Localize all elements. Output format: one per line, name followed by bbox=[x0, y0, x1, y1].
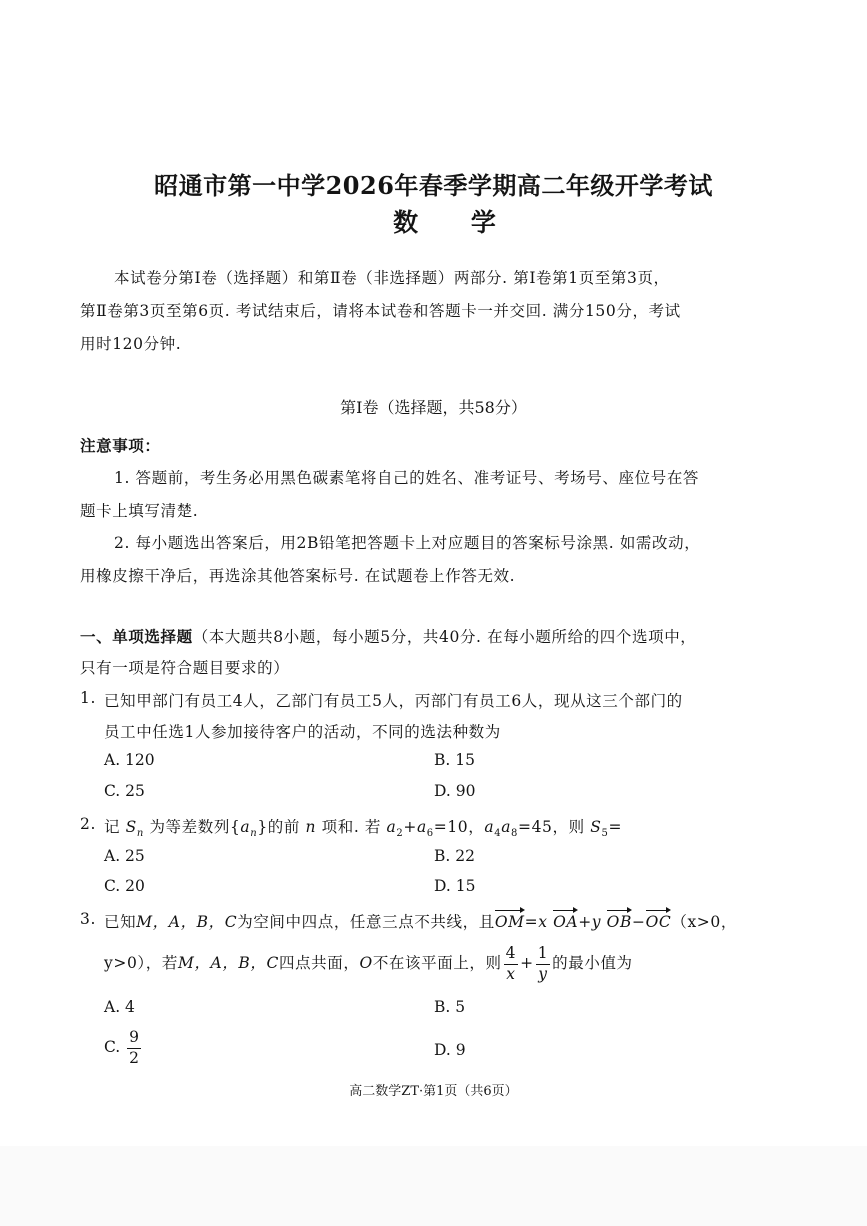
fraction-9-over-2: $\frac{9}{2}$ bbox=[129, 1028, 140, 1067]
fraction-1-over-y: $\frac{1}{y}$ bbox=[537, 944, 549, 983]
section1-desc: （本大题共8小题，每小题5分，共40分. 在每小题所给的四个选项中， bbox=[192, 628, 697, 646]
part1-heading: 第Ⅰ卷（选择题，共58分） bbox=[340, 398, 527, 417]
notice-heading: 注意事项： bbox=[80, 436, 161, 455]
intro-line-2: 第Ⅱ卷第3页至第6页. 考试结束后，请将本试卷和答题卡一并交回. 满分150分，考试 bbox=[80, 302, 681, 320]
vector-oa: OA bbox=[553, 913, 579, 931]
q3-stem-line-2: y>0），若M，A，B，C四点共面，O不在该平面上，则 $\frac{4}{x}$ + $\frac{1}{y}$ 的最小值为 bbox=[104, 944, 633, 983]
page-bottom-margin bbox=[0, 1146, 867, 1226]
notice-1-line-1: 1. 答题前，考生务必用黑色碳素笔将自己的姓名、准考证号、考场号、座位号在答 bbox=[114, 469, 700, 487]
q2-option-d: D. 15 bbox=[434, 877, 476, 895]
vector-om: OM bbox=[494, 913, 525, 931]
q1-number: 1. bbox=[80, 689, 96, 707]
section1-line-1 bbox=[80, 625, 696, 647]
q1-stem-line-2: 员工中任选1人参加接待客户的活动，不同的选法种数为 bbox=[104, 723, 501, 741]
intro-line-1: 本试卷分第Ⅰ卷（选择题）和第Ⅱ卷（非选择题）两部分. 第Ⅰ卷第1页至第3页， bbox=[114, 269, 670, 287]
vector-ob: OB bbox=[606, 913, 632, 931]
q3-stem-line-1: 已知M，A，B，C为空间中四点，任意三点不共线，且OM=x OA+y OB−OC（x>0， bbox=[104, 913, 737, 931]
intro-line-3: 用时120分钟. bbox=[80, 335, 182, 353]
q3-number: 3. bbox=[80, 910, 96, 928]
q2-option-a: A. 25 bbox=[104, 847, 145, 865]
q3-option-a: A. 4 bbox=[104, 998, 135, 1016]
exam-title: 昭通市第一中学2026年春季学期高二年级开学考试 bbox=[154, 171, 713, 200]
q1-stem-line-1: 已知甲部门有员工4人，乙部门有员工5人，丙部门有员工6人，现从这三个部门的 bbox=[104, 692, 683, 710]
q2-number: 2. bbox=[80, 815, 96, 833]
page-footer: 高二数学ZT·第1页（共6页） bbox=[349, 1084, 518, 1099]
q2-stem: 记 $S_n$ 为等差数列$\{a_n\}$的前 n 项和. 若 $a_2+a_6=10$，$a_4a_8=45$，则 $S_5=$ bbox=[104, 818, 623, 840]
notice-2-line-1: 2. 每小题选出答案后，用2B铅笔把答题卡上对应题目的答案标号涂黑. 如需改动， bbox=[114, 534, 701, 552]
q2-option-b: B. 22 bbox=[434, 847, 475, 865]
fraction-4-over-x: $\frac{4}{x}$ bbox=[505, 944, 517, 983]
notice-1-line-2: 题卡上填写清楚. bbox=[80, 502, 199, 520]
section1-label: 一、单项选择题 bbox=[80, 627, 193, 646]
q2-option-c: C. 20 bbox=[104, 877, 145, 895]
q3-option-d: D. 9 bbox=[434, 1041, 466, 1059]
exam-subject: 数 学 bbox=[393, 208, 518, 237]
q1-option-a: A. 120 bbox=[104, 751, 155, 769]
vector-oc: OC bbox=[645, 913, 672, 931]
section1-line-2: 只有一项是符合题目要求的） bbox=[80, 659, 290, 677]
q3-option-b: B. 5 bbox=[434, 998, 466, 1016]
notice-2-line-2: 用橡皮擦干净后，再选涂其他答案标号. 在试题卷上作答无效. bbox=[80, 567, 516, 585]
q3-option-c: C. $\frac{9}{2}$ bbox=[104, 1028, 140, 1067]
q1-option-b: B. 15 bbox=[434, 751, 475, 769]
q1-option-d: D. 90 bbox=[434, 782, 476, 800]
q1-option-c: C. 25 bbox=[104, 782, 145, 800]
